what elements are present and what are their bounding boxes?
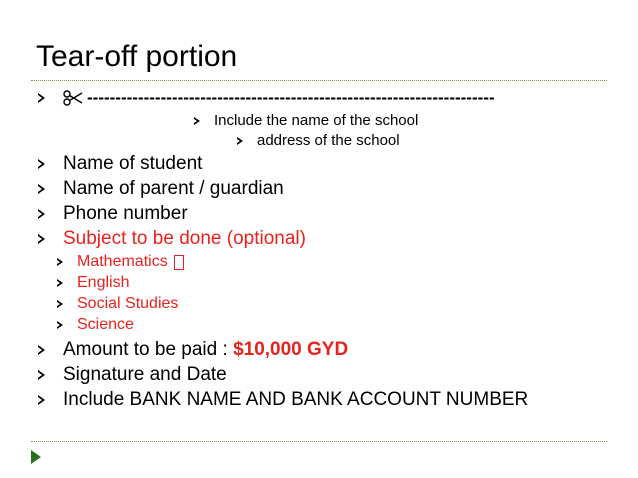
field-item (38, 203, 188, 225)
field-parent-name: Name of parent / guardian (63, 178, 284, 199)
bullet-arrow-icon (38, 93, 45, 103)
bullet-arrow-icon (57, 300, 63, 308)
subject-item (57, 253, 184, 271)
subject-item (57, 295, 178, 313)
school-address-text: address of the school (257, 132, 400, 149)
subject-social-studies: Social Studies (77, 295, 179, 312)
field-item (38, 178, 284, 200)
signature-item (38, 364, 227, 386)
bullet-arrow-icon (237, 137, 243, 145)
bullet-arrow-icon (194, 117, 200, 125)
bullet-arrow-icon (38, 395, 45, 405)
amount-label: Amount to be paid : (63, 339, 234, 360)
bullet-arrow-icon (38, 184, 45, 194)
tear-line: ------------------------------------------------------------------------ (87, 88, 495, 107)
subject-item (57, 316, 134, 334)
amount-value: $10,000 GYD (233, 339, 349, 360)
subject-mathematics: Mathematics (77, 253, 168, 270)
bullet-arrow-icon (38, 159, 45, 169)
bank-item (38, 389, 528, 411)
bullet-arrow-icon (38, 209, 45, 219)
subjects-heading-item (38, 228, 306, 250)
bullet-arrow-icon (57, 258, 63, 266)
field-item (38, 153, 202, 175)
scissors-icon (63, 90, 83, 106)
play-triangle-icon (31, 450, 41, 464)
footer-divider (31, 441, 607, 442)
bullet-arrow-icon (38, 345, 45, 355)
school-name-item (194, 112, 418, 129)
school-name-text: Include the name of the school (214, 112, 419, 129)
school-address-item (237, 132, 400, 149)
bullet-arrow-icon (57, 321, 63, 329)
title-divider (31, 80, 607, 81)
bullet-arrow-icon (57, 279, 63, 287)
amount-item (38, 339, 348, 361)
subject-science: Science (77, 316, 134, 333)
tear-line-row (38, 88, 495, 108)
signature-text: Signature and Date (63, 364, 227, 385)
subjects-heading: Subject to be done (optional) (63, 228, 306, 249)
subject-item (57, 274, 129, 292)
subject-english: English (77, 274, 130, 291)
bullet-arrow-icon (38, 234, 45, 244)
bullet-arrow-icon (38, 370, 45, 380)
field-student-name: Name of student (63, 153, 203, 174)
slide-title: Tear-off portion (36, 40, 238, 73)
field-phone-number: Phone number (63, 203, 188, 224)
bank-text: Include BANK NAME AND BANK ACCOUNT NUMBER (63, 389, 529, 410)
missing-glyph-icon (174, 255, 184, 270)
